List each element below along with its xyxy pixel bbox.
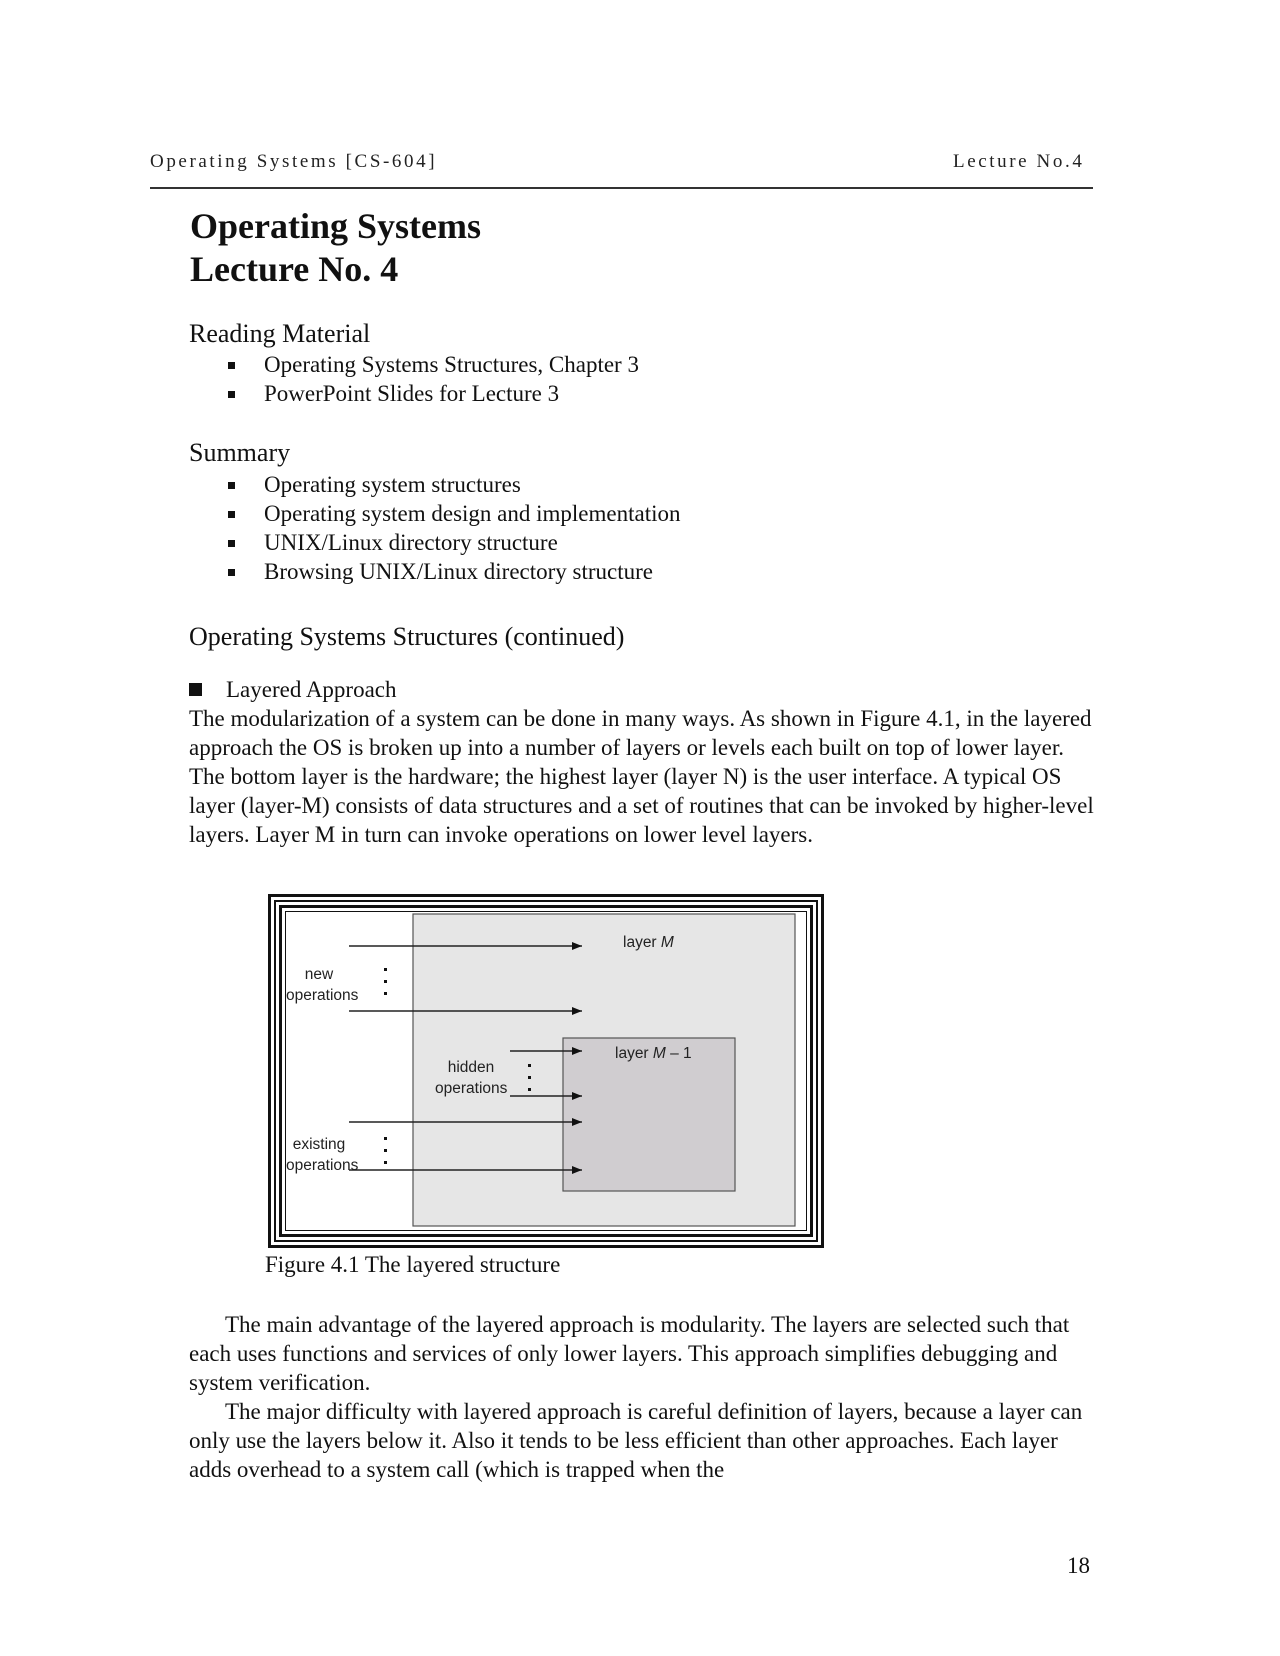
running-header-right: Lecture No.4 — [953, 151, 1085, 172]
running-header-left: Operating Systems [CS-604] — [150, 151, 438, 172]
summary-heading: Summary — [189, 438, 291, 467]
reading-material-heading: Reading Material — [189, 319, 371, 348]
section-heading: Operating Systems Structures (continued) — [189, 622, 625, 651]
figure-caption: Figure 4.1 The layered structure — [265, 1252, 561, 1277]
square-bullet-icon — [189, 683, 202, 696]
summary-list — [228, 470, 680, 586]
layered-diagram — [286, 912, 810, 1234]
figure-layered-structure — [268, 894, 824, 1248]
list-item: Operating Systems Structures, Chapter 3 — [228, 350, 639, 379]
page-title — [190, 205, 481, 291]
header-rule — [150, 187, 1093, 189]
page-number: 18 — [1067, 1553, 1090, 1578]
figure-canvas — [285, 911, 807, 1231]
label-existing-operations: existing operations — [286, 1136, 359, 1174]
title-line-1: Operating Systems — [190, 206, 481, 246]
list-item: Operating system structures — [228, 470, 680, 499]
label-hidden-operations: hidden operations — [435, 1059, 508, 1097]
ellipsis-existing-ops — [384, 1137, 387, 1164]
list-item: PowerPoint Slides for Lecture 3 — [228, 379, 639, 408]
paragraph-intro: The modularization of a system can be done in many ways. As shown in Figure 4.1, in the layered approach the OS is broken up into a number of layers or levels each built on top of lower layer. The bottom layer is the hardware; the highest layer (layer N) is the user interface. A typical OS layer (layer-M) consists of data structures and a set of routines that can be invoked by higher-level layers. Layer M in turn can invoke operations on lower level layers. — [189, 706, 1094, 847]
ellipsis-new-ops — [384, 968, 387, 995]
label-new-operations: new operations — [286, 966, 359, 1004]
title-line-2: Lecture No. 4 — [190, 249, 399, 289]
label-layer-m-minus-1: layer M – 1 — [615, 1045, 692, 1062]
list-item: UNIX/Linux directory structure — [228, 528, 680, 557]
subheading-text: Layered Approach — [226, 677, 397, 702]
subheading-layered-approach — [189, 675, 1094, 704]
reading-material-list — [228, 350, 639, 408]
label-layer-m: layer M — [623, 934, 674, 951]
list-item: Operating system design and implementation — [228, 499, 680, 528]
paragraph-difficulty: The major difficulty with layered approach is careful definition of layers, because a layer can only use the layers below it. Also it tends to be less efficient than other approaches. Each layer adds overhead to a system call (which is trapped when the — [189, 1399, 1083, 1482]
list-item: Browsing UNIX/Linux directory structure — [228, 557, 680, 586]
paragraph-advantage: The main advantage of the layered approach is modularity. The layers are selected such that each uses functions and services of only lower layers. This approach simplifies debugging and system verification. — [189, 1312, 1070, 1395]
